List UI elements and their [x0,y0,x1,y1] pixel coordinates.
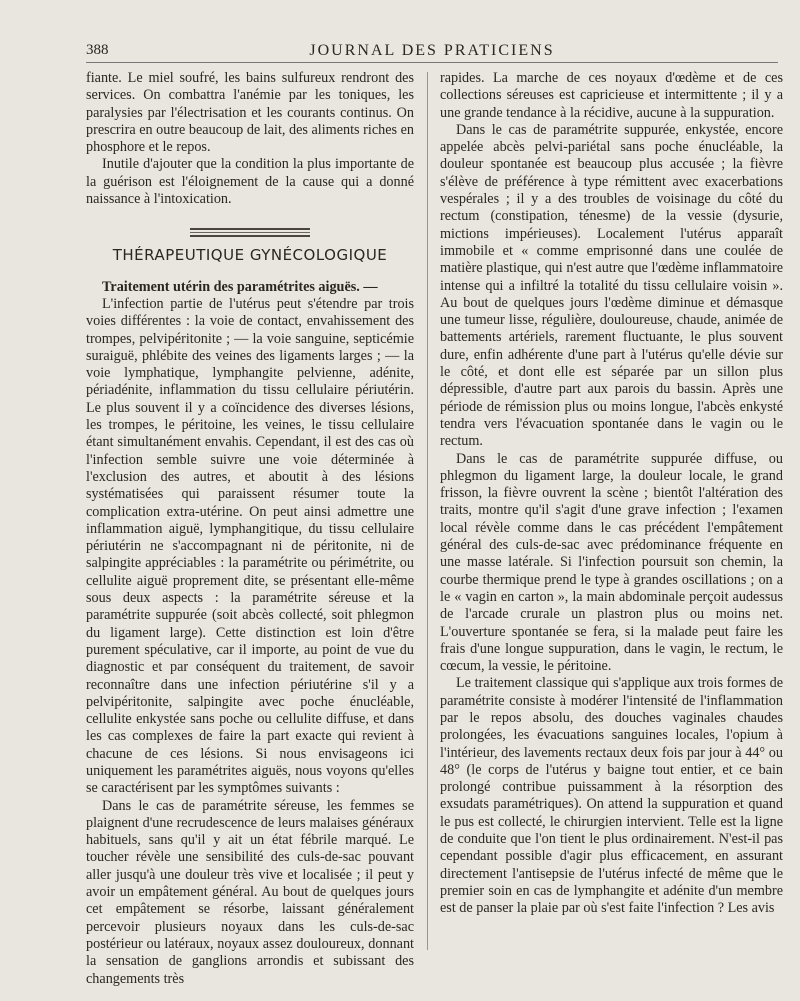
page-header [86,40,778,63]
article-subhead-paragraph [86,279,414,296]
article-subhead: Traitement utérin des paramétrites aiguës. — [102,278,378,295]
paragraph: Dans le cas de paramétrite suppurée, enkystée, encore appelée abcès pelvi-pariétal sans poche énucléable, la douleur spontanée est beaucoup plus accusée ; la fièvre s'élève de préférence à type rémittent avec exacerbations vespérales ; il y a des troubles de voisinage du côté du rectum (constipation, ténesme) de la vessie (dysurie, mictions impérieuses). Localement l'utérus apparaît immobile et « comme emprisonné dans une coulée de matière plastique, qui n'est autre que l'œdème inflammatoire intense qui a infiltré la totalité du tissu cellulaire voisin ». Au bout de quelques jours l'œdème diminue et démasque une tumeur lisse, régulière, douloureuse, chaude, animée de battements artériels, rarement fluctuante, le plus souvent dure, enfin adhérente d'une part à l'utérus qu'elle dévie sur le côté, et dont elle est séparée par un sillon plus dépressible, d'autre part aux parois du bassin. Après une période de rémission plus ou moins longue, l'abcès enkysté tendra vers l'évacuation spontanée dans le vagin ou le rectum. [440,121,783,450]
left-column [86,70,414,988]
right-column [440,70,783,918]
paragraph: Dans le cas de paramétrite suppurée diffuse, ou phlegmon du ligament large, la douleur locale, le grand frisson, la fièvre ouvrent la scène ; bientôt l'altération des traits, montre qu'il s'agit d'une grave infection ; l'examen local révèle comme dans le cas précédent l'empâtement général des culs-de-sac avec prédominance fréquente en une masse latérale. Si l'infection poursuit son chemin, la courbe thermique prend le type à grandes oscillations ; on a le « vagin en carton », la main abdominale perçoit audessus de l'arcade crurale un plastron plus ou moins net. L'ouverture spontanée se fera, si la malade peut faire les frais d'une longue suppuration, dans le vagin, le rectum, le cœcum, la vessie, le péritoine. [440,450,783,675]
page-number: 388 [86,42,109,58]
column-divider [427,72,428,950]
paragraph: Dans le cas de paramétrite séreuse, les femmes se plaignent d'une recrudescence de leurs malaises généraux habituels, sans qu'il y ait un état fébrile marqué. Le toucher révèle une sensibilité des culs-de-sac pouvant aller jusqu'à une douleur très vive et localisée ; il peut y avoir un empâtement général. Au bout de quelques jours cet empâtement se résorbe, laissant généralement percevoir plusieurs noyaux dans les culs-de-sac postérieur ou latéraux, noyaux assez douloureux, donnant la sensation de ganglions arrondis et subissant des changements très [86,797,414,987]
paragraph: fiante. Le miel soufré, les bains sulfureux rendront des services. On combattra l'anémie par les toniques, les paralysies par l'électrisation et les courants continus. On prescrira en outre beaucoup de lait, des aliments riches en phosphore et le repos. [86,70,414,156]
paragraph: rapides. La marche de ces noyaux d'œdème et de ces collections séreuses est capricieuse et intermittente ; il y a une grande tendance à la récidive, aucune à la suppuration. [440,70,783,121]
paragraph: L'infection partie de l'utérus peut s'étendre par trois voies différentes : la voie de contact, envahissement des trompes, pelvipéritonite ; — la voie sanguine, septicémie suraiguë, phlébite des veines des ligaments larges ; — la voie lymphatique, lymphangite pelvienne, adénite, périadénite, inflammation du tissu cellulaire périutérin. Le plus souvent il y a coïncidence des diverses lésions, les trompes, le péritoine, les veines, le tissu cellulaire étant simultanément envahis. Cependant, il est des cas où l'infection semble suivre une voie déterminée à l'exclusion des autres, et aboutit à des lésions systématisées qui paraissent résumer toute la complication extra-utérine. On peut ainsi admettre une inflammation aiguë, lymphangitique, du tissu cellulaire périutérin ne s'accompagnant ni de péritonite, ni de salpingite appréciables : la paramétrite ou périmétrite, ou cellulite aiguë proprement dite, se présentant elle-même sous deux aspects : la paramétrite séreuse et la paramétrite suppurée (soit abcès collecté, soit phlegmon du ligament large). Cette distinction est loin d'être purement spéculative, car il importe, au point de vue du diagnostic et par conséquent du traitement, de savoir reconnaître dans une infection périutérine s'il y a pelvipéritonite, salpingite avec poche énucléable, cellulite enkystée sans poche ou cellulite diffuse, et dans les cas complexes de faire la part exacte qui revient à chacune de ces lésions. Si nous envisageons ici uniquement les paramétrites aiguës, nous voyons qu'elles se caractérisent par les symptômes suivants : [86,295,414,797]
paragraph: Inutile d'ajouter que la condition la plus importante de la guérison est l'éloignement de la cause qui a donné naissance à l'intoxication. [86,156,414,208]
section-rule [190,228,310,237]
paragraph: Le traitement classique qui s'applique aux trois formes de paramétrite consiste à modérer l'intensité de l'inflammation par le repos absolu, des douches vaginales chaudes prolongées, les évacuations sanguines locales, l'opium à l'intérieur, des lavements rectaux deux fois par jour à 44° ou 48° (le corps de l'utérus y baigne tout entier, et ce bain prolongé contribue puissamment à la résorption des exsudats paramétriques). On attend la suppuration et quand le pus est collecté, le chirurgien intervient. Telle est la ligne de conduite que l'on tient le plus ordinairement. N'est-il pas cependant possible d'agir plus efficacement, en assurant directement l'antisepsie de l'utérus infecté de même que le premier soin en cas de lymphangite et adénite d'un membre est de panser la plaie par où s'est faite l'infection ? Les avis [440,675,783,917]
section-title: THÉRAPEUTIQUE GYNÉCOLOGIQUE [112,246,388,265]
running-title: JOURNAL DES PRATICIENS [309,42,555,59]
